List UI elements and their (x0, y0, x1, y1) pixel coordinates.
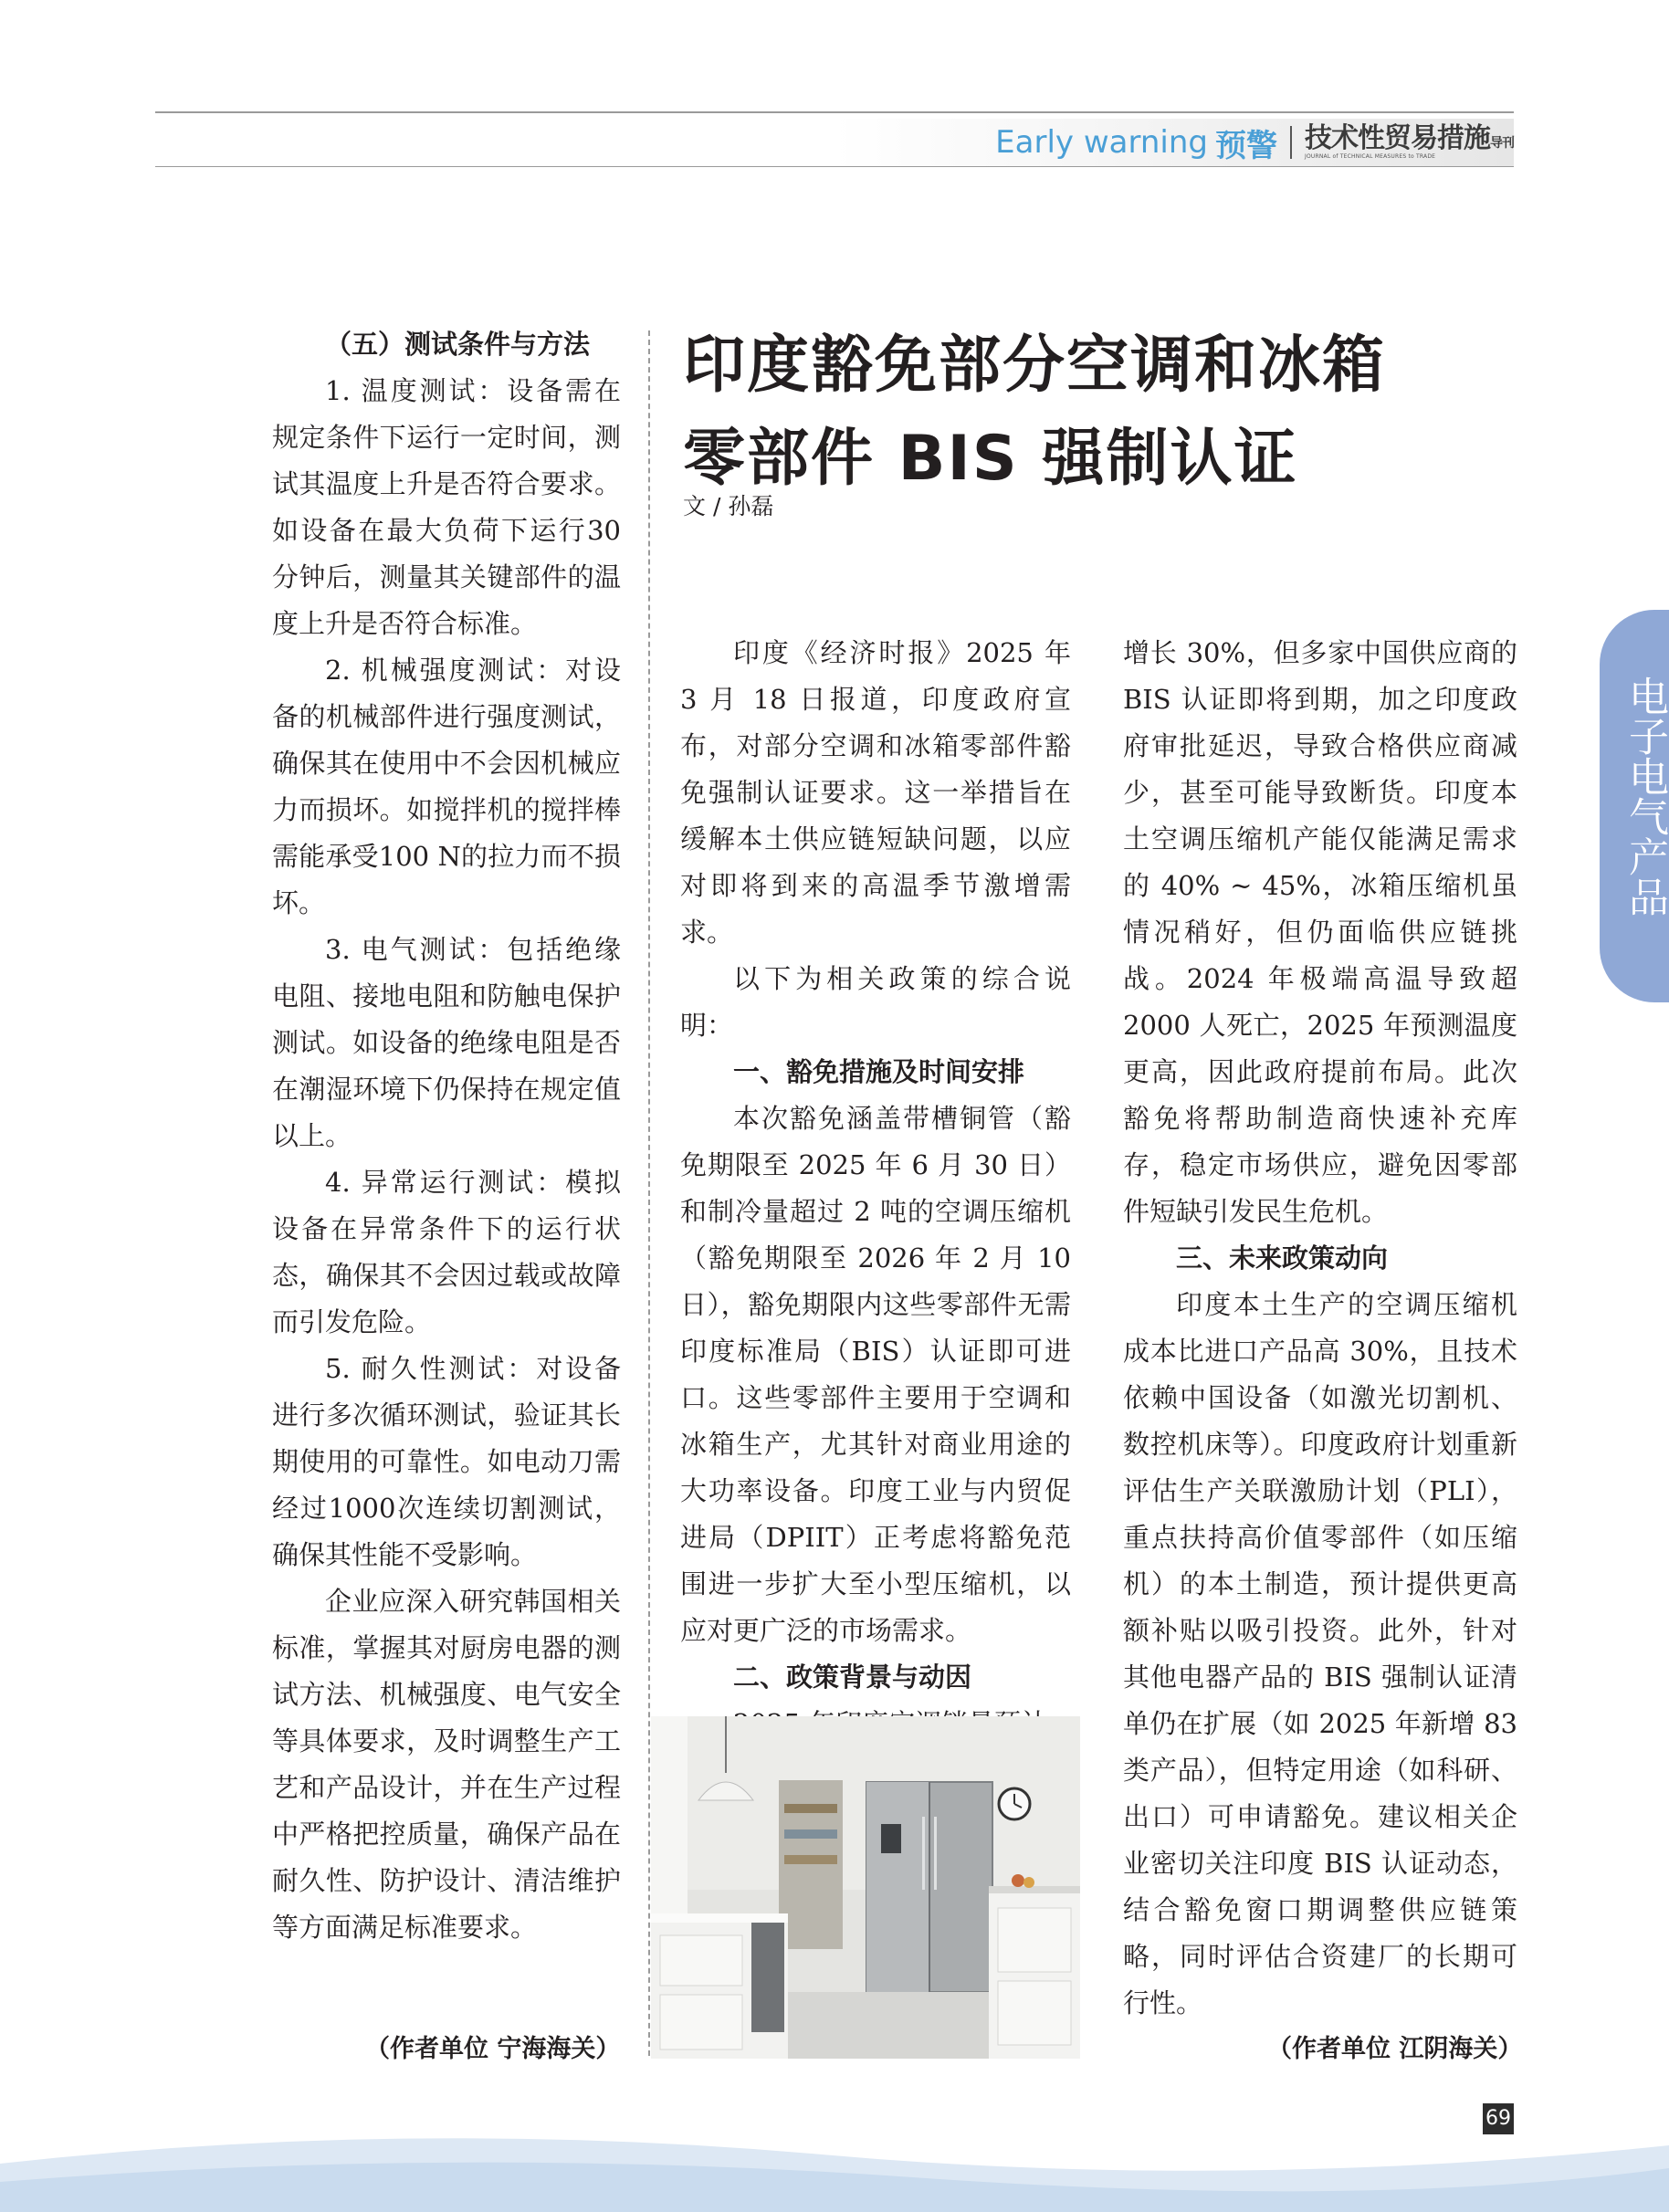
right-column (1123, 630, 1517, 2027)
paragraph: 企业应深入研究韩国相关标准，掌握其对厨房电器的测试方法、机械强度、电气安全等具体要求，及时调整生产工艺和产品设计，并在生产过程中严格把控质量，确保产品在耐久性、防护设计、清洁维护等方面满足标准要求。 (272, 1586, 621, 1943)
section-heading: 二、政策背景与动因 (733, 1662, 972, 1693)
paragraph: 1. 温度测试：设备需在规定条件下运行一定时间，测试其温度上升是否符合要求。如设备在最大负荷下运行30分钟后，测量其关键部件的温度上升是否符合标准。 (272, 375, 621, 639)
category-side-tab-label: 电子电气产品 (1622, 676, 1668, 917)
page-number: 69 (1483, 2103, 1514, 2134)
article-title-line2: 零部件 BIS 强制认证 (683, 423, 1298, 495)
article-byline: 文 / 孙磊 (683, 493, 774, 519)
author-unit-left: （作者单位 宁海海关） (365, 2035, 621, 2063)
paragraph: 本次豁免涵盖带槽铜管（豁免期限至 2025 年 6 月 30 日）和制冷量超过 2 吨的空调压缩机（豁免期限至 2026 年 2 月 10 日），豁免期限内这些零部件无需印度标准局（BIS）认证即可进口。这些零部件主要用于空调和冰箱生产，尤其针对商业用途的大功率设备。印度工业与内贸促进局（DPIIT）正考虑将豁免范围进一步扩大至小型压缩机，以应对更广泛的市场需求。 (680, 1103, 1071, 1646)
header-yujing: 预警 (1215, 127, 1277, 164)
journal-title: 技术性贸易措施导刊 (1305, 122, 1514, 154)
header-early-warning: Early warning (995, 124, 1208, 161)
article-title-line1: 印度豁免部分空调和冰箱 (683, 330, 1387, 402)
bottom-wave-decoration (0, 2127, 1669, 2212)
section-heading: 三、未来政策动向 (1176, 1242, 1389, 1274)
paragraph: 印度本土生产的空调压缩机成本比进口产品高 30%，且技术依赖中国设备（如激光切割机、数控机床等）。印度政府计划重新评估生产关联激励计划（PLI），重点扶持高价值零部件（如压缩机）的本土制造，预计提供更高额补贴以吸引投资。此外，针对其他电器产品的 BIS 强制认证清单仍在扩展（如 2025 年新增 83 类产品），但特定用途（如科研、出口）可申请豁免。建议相关企业密切关注印度 BIS 认证动态，结合豁免窗口期调整供应链策略，同时评估合资建厂的长期可行性。 (1123, 1289, 1517, 2018)
section-heading: 一、豁免措施及时间安排 (733, 1056, 1025, 1087)
section-heading: （五）测试条件与方法 (325, 329, 591, 360)
paragraph: 3. 电气测试：包括绝缘电阻、接地电阻和防触电保护测试。如设备的绝缘电阻是否在潮湿环境下仍保持在规定值以上。 (272, 934, 621, 1151)
kitchen-illustration (651, 1716, 1080, 2059)
header-top-rule (155, 111, 1514, 113)
journal-subtitle: 导刊 (1490, 136, 1514, 151)
article-title (683, 320, 1505, 506)
header-bottom-rule (155, 166, 1514, 167)
header-separator (1290, 126, 1292, 159)
journal-english-name: JOURNAL of TECHNICAL MEASURES to TRADE (1305, 153, 1436, 160)
kitchen-refrigerator-photo (651, 1716, 1080, 2059)
paragraph: 增长 30%，但多家中国供应商的 BIS 认证即将到期，加之印度政府审批延迟，导致合格供应商减少，甚至可能导致断货。印度本土空调压缩机产能仅能满足需求的 40% ~ 45%，冰箱压缩机虽情况稍好，但仍面临供应链挑战。2024 年极端高温导致超 2000 人死亡，2025 年预测温度更高，因此政府提前布局。此次豁免将帮助制造商快速补充库存，稳定市场供应，避免因零部件短缺引发民生危机。 (1123, 637, 1517, 1227)
paragraph: 2. 机械强度测试：对设备的机械部件进行强度测试，确保其在使用中不会因机械应力而损坏。如搅拌机的搅拌棒需能承受100 N的拉力而不损坏。 (272, 655, 621, 918)
paragraph: 4. 异常运行测试：模拟设备在异常条件下的运行状态，确保其不会因过载或故障而引发危险。 (272, 1167, 621, 1337)
left-column (272, 321, 621, 1951)
paragraph: 5. 耐久性测试：对设备进行多次循环测试，验证其长期使用的可靠性。如电动刀需经过1000次连续切割测试，确保其性能不受影响。 (272, 1353, 621, 1570)
paragraph: 以下为相关政策的综合说明： (680, 963, 1071, 1041)
author-unit-right: （作者单位 江阴海关） (1267, 2035, 1523, 2063)
journal-logo (1305, 122, 1514, 160)
paragraph: 印度《经济时报》2025 年 3 月 18 日报道，印度政府宣布，对部分空调和冰箱零部件豁免强制认证要求。这一举措旨在缓解本土供应链短缺问题，以应对即将到来的高温季节激增需求。 (680, 637, 1071, 948)
column-divider (648, 330, 650, 2056)
running-header (995, 121, 1514, 164)
middle-column (680, 630, 1071, 1747)
